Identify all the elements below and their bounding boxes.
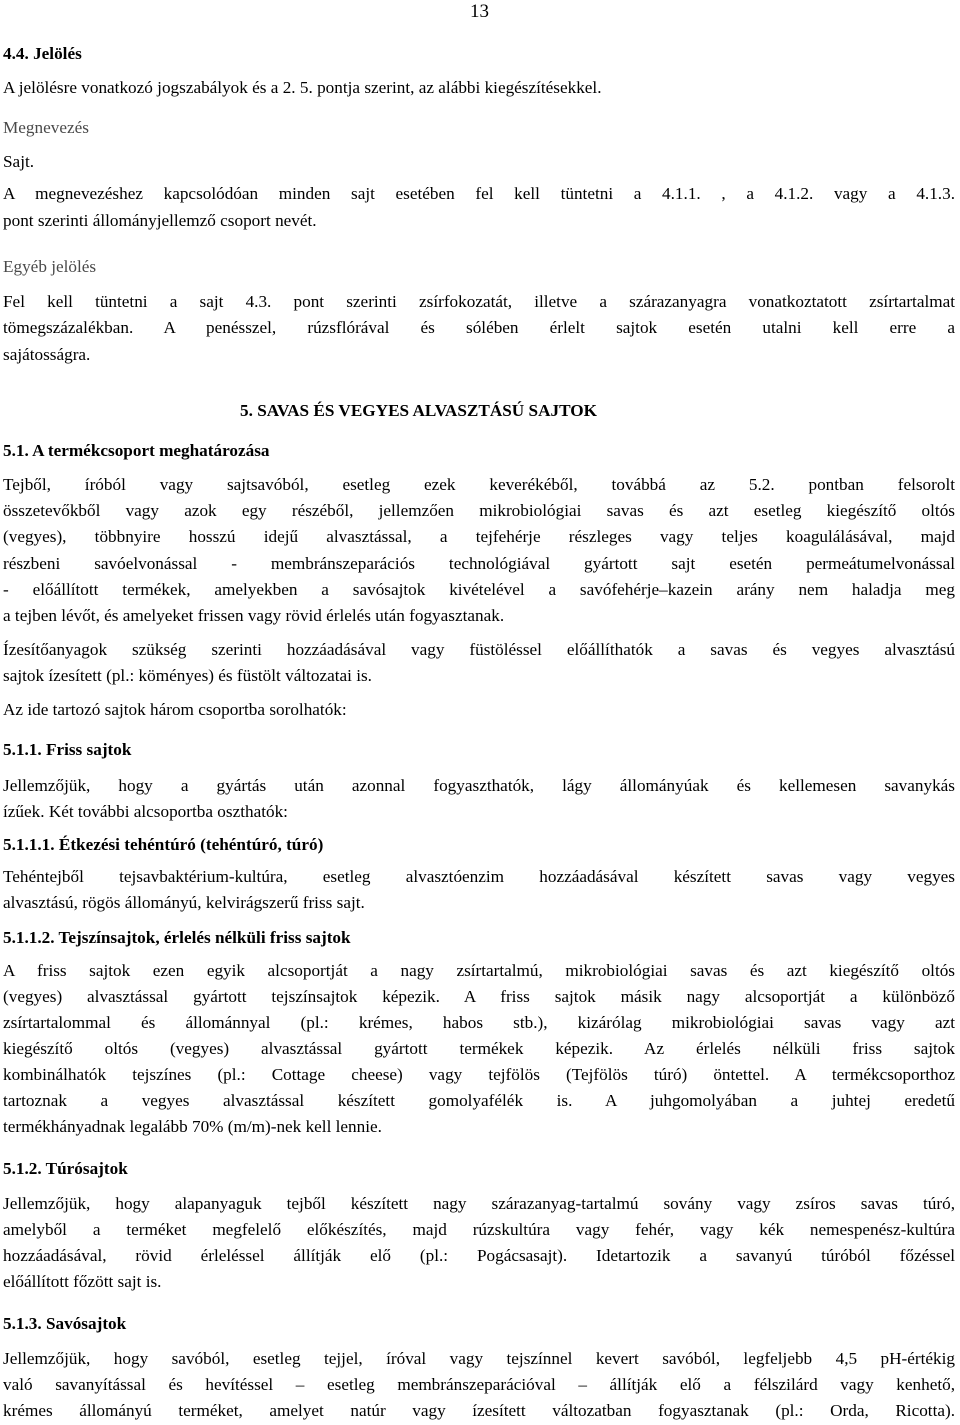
paragraph-line: összetevőkből vagy azok egy részéből, jellemzően mikrobiológiai savas és azt esetleg kiegészítő oltós [3,501,955,520]
paragraph-line: részbeni savóelvonással - membránszeparációs technológiával gyártott sajt esetén permeátumelvonással [3,554,955,573]
paragraph-line: Tejből, íróból vagy sajtsavóból, esetleg ezek keverékéből, továbbá az 5.2. pontban felsorolt [3,475,955,494]
paragraph-line: (vegyes) alvasztással gyártott tejszínsajtok képezik. A friss sajtok másik nagy alcsoportját a különböző [3,987,955,1006]
paragraph-line: Fel kell tüntetni a sajt 4.3. pont szerinti zsírfokozatát, illetve a szárazanyagra vonatkoztatott zsírtartalmat [3,292,955,311]
paragraph-line: amelyből a terméket megfelelő előkészítés, majd rúzskultúra vagy fehér, vagy kék nemespenész-kultúra [3,1220,955,1239]
paragraph-line: Jellemzőjük, hogy savóból, esetleg tejjel, íróval vagy tejszínnel kevert savóból, legfeljebb 4,5 pH-értékig [3,1349,955,1368]
section-heading-5-1-2: 5.1.2. Túrósajtok [3,1159,128,1178]
section-heading-5-1-1-2: 5.1.1.2. Tejszínsajtok, érlelés nélküli friss sajtok [3,928,351,947]
paragraph-line: A jelölésre vonatkozó jogszabályok és a 2. 5. pontja szerint, az alábbi kiegészítésekkel. [3,78,602,97]
paragraph-line: alvasztású, rögös állományú, kelvirágszerű friss sajt. [3,893,365,912]
paragraph-line: pont szerinti állományjellemző csoport nevét. [3,211,317,230]
paragraph-line: kiegészítő oltós (vegyes) alvasztással gyártott termékek képezik. Az érlelés nélküli friss sajtok [3,1039,955,1058]
subheading-megnevezes: Megnevezés [3,118,89,137]
paragraph-line: Az ide tartozó sajtok három csoportba sorolhatók: [3,700,347,719]
paragraph-line: való savanyítással és hevítéssel – esetleg membránszeparációval – állítják elő a félszilárd vagy kenhető, [3,1375,955,1394]
page-number: 13 [470,1,489,22]
section-heading-5-1: 5.1. A termékcsoport meghatározása [3,441,270,460]
subheading-egyeb-jeloles: Egyéb jelölés [3,257,97,276]
paragraph-line: Jellemzőjük, hogy a gyártás után azonnal fogyaszthatók, lágy állományúak és kellemesen savanykás [3,776,955,795]
paragraph-line: Jellemzőjük, hogy alapanyaguk tejből készített nagy szárazanyag-tartalmú sovány vagy zsíros savas túró, [3,1194,955,1213]
section-heading-5-1-1-1: 5.1.1.1. Étkezési tehéntúró (tehéntúró, túró) [3,835,324,854]
paragraph-line: ízűek. Két további alcsoportba oszthatók: [3,802,288,821]
paragraph-line: - előállított termékek, amelyekben a savósajtok kivételével a savófehérje–kazein arány nem haladja meg [3,580,955,599]
paragraph-line: előállított főzött sajt is. [3,1272,162,1291]
paragraph-line: Tehéntejből tejsavbaktérium-kultúra, esetleg alvasztóenzim hozzáadásával készített savas vagy vegyes [3,867,955,886]
paragraph-line: (vegyes), többnyire hosszú idejű alvasztással, a tejfehérje részleges vagy teljes koagulálásával, majd [3,527,955,546]
paragraph-line: tömegszázalékban. A penésszel, rúzsflórával és sólében érlelt sajtok esetén utalni kell erre a [3,318,955,337]
paragraph-line: Sajt. [3,152,35,171]
paragraph-line: zsírtartalommal és állománnyal (pl.: krémes, habos stb.), kizárólag mikrobiológiai savas vagy azt [3,1013,955,1032]
paragraph-line: Ízesítőanyagok szükség szerinti hozzáadásával vagy füstöléssel előállíthatók a savas és vegyes alvasztású [3,640,955,659]
paragraph-line: termékhányadnak legalább 70% (m/m)-nek kell lennie. [3,1117,382,1136]
section-heading-5-1-1: 5.1.1. Friss sajtok [3,740,132,759]
chapter-heading-5: 5. SAVAS ÉS VEGYES ALVASZTÁSÚ SAJTOK [240,401,597,420]
paragraph-line: A megnevezéshez kapcsolódóan minden sajt esetében fel kell tüntetni a 4.1.1. , a 4.1.2. vagy a 4.1.3. [3,184,955,203]
paragraph-line: sajtok ízesített (pl.: köményes) és füstölt változatai is. [3,666,372,685]
paragraph-line: sajátosságra. [3,345,91,364]
section-heading-5-1-3: 5.1.3. Savósajtok [3,1314,127,1333]
section-heading-4-4: 4.4. Jelölés [3,44,82,63]
paragraph-line: A friss sajtok ezen egyik alcsoportját a nagy zsírtartalmú, mikrobiológiai savas és azt kiegészítő oltós [3,961,955,980]
paragraph-line: a tejben lévőt, és amelyeket frissen vagy rövid érlelés után fogyasztanak. [3,606,505,625]
paragraph-line: tartoznak a vegyes alvasztással készített gomolyafélék is. A juhgomolyában a juhtej eredetű [3,1091,955,1110]
paragraph-line: krémes állományú terméket, amelyet natúr vagy ízesített változatban fogyasztanak (pl.: Orda, Ricotta). [3,1401,955,1420]
paragraph-line: kombinálhatók tejszínes (pl.: Cottage cheese) vagy tejfölös (Tejfölös túró) öntettel. A termékcsoporthoz [3,1065,955,1084]
paragraph-line: hozzáadásával, rövid érleléssel állítják elő (pl.: Pogácsasajt). Idetartozik a savanyú túróból főzéssel [3,1246,955,1265]
